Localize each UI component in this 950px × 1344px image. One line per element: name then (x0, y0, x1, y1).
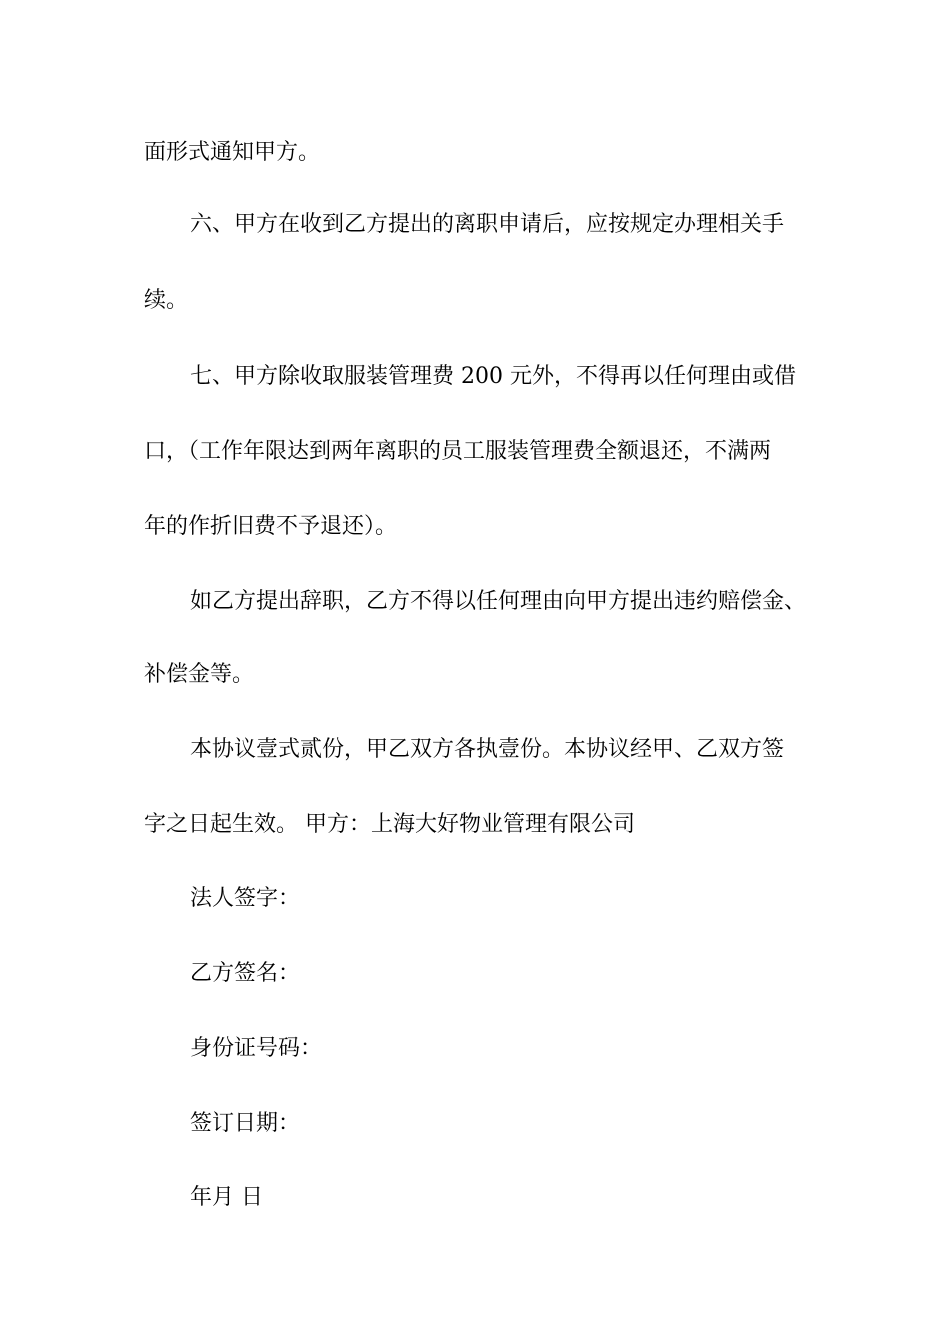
resignation-clause-line: 如乙方提出辞职，乙方不得以任何理由向甲方提出违约赔偿金、 (190, 589, 807, 614)
text-line: 年的作折旧费不予退还）。 (144, 514, 398, 539)
date-placeholder: 年月 日 (190, 1185, 263, 1210)
text-line: 续。 (144, 288, 189, 313)
party-a-line: 字之日起生效。 甲方：上海大好物业管理有限公司 (144, 812, 635, 837)
text-line: 补偿金等。 (144, 662, 255, 687)
text-line: 面形式通知甲方。 (144, 140, 321, 165)
id-number-label: 身份证号码： (190, 1036, 323, 1061)
copies-clause-line: 本协议壹式贰份，甲乙双方各执壹份。本协议经甲、乙双方签 (190, 737, 785, 762)
legal-rep-signature-label: 法人签字： (190, 886, 301, 911)
sign-date-label: 签订日期： (190, 1111, 301, 1136)
clause-six-line: 六、甲方在收到乙方提出的离职申请后，应按规定办理相关手 (190, 212, 785, 237)
party-b-signature-label: 乙方签名： (190, 961, 301, 986)
clause-seven-line: 七、甲方除收取服装管理费 200 元外，不得再以任何理由或借 (190, 364, 796, 389)
text-line: 口，（工作年限达到两年离职的员工服装管理费全额退还，不满两 (144, 439, 772, 464)
